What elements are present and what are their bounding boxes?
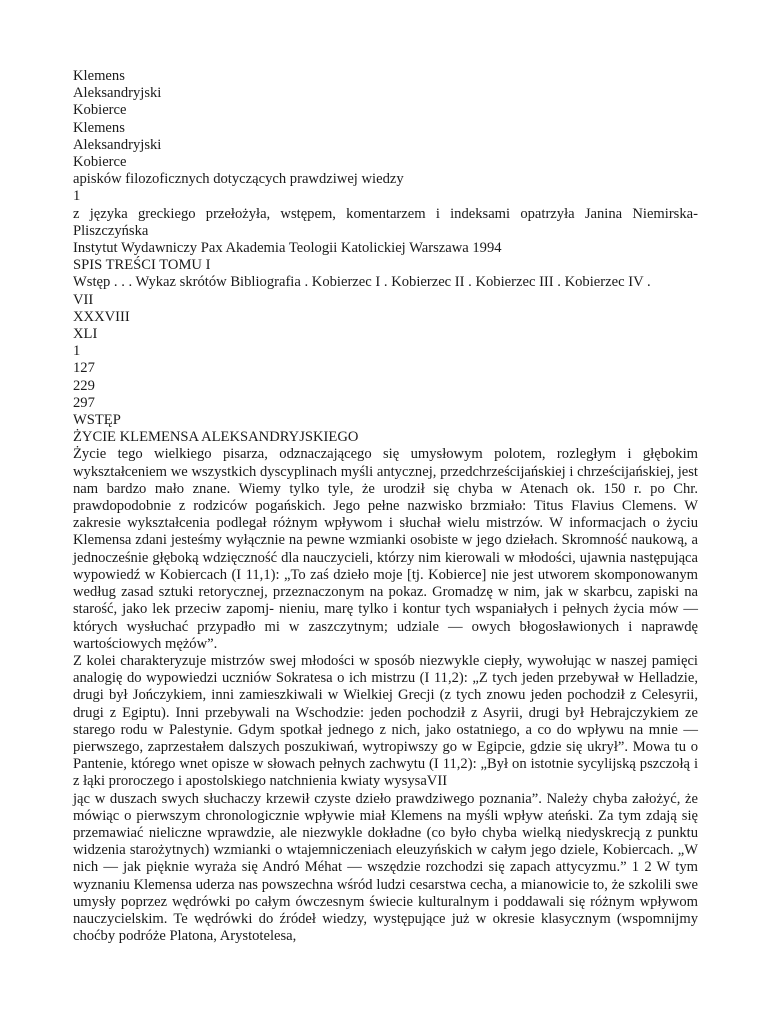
toc-page-number: 127	[73, 360, 95, 377]
toc-page-number: VII	[73, 291, 94, 308]
chapter-heading: ŻYCIE KLEMENSA ALEKSANDRYJSKIEGO	[73, 429, 359, 446]
book-title: Kobierce	[73, 102, 127, 119]
author-surname: Aleksandryjski	[73, 85, 162, 102]
body-paragraph: Życie tego wielkiego pisarza, odznaczającego się umysłowym polotem, rozległym i głębokim wykształceniem we wszystkich dyscyplinach myśli antycznej, przedchrześcijańskiej i chrześcijańskiej, jest nam bardzo mało znane. Wiemy tylko tyle, że urodził się chyba w Atenach ok. 150 r. po Chr. prawdopodobnie z rodziców pogańskich. Jego pełne nazwisko brzmiało: Titus Flavius Clemens. W zakresie wykształcenia podlegał różnym wpływom i słuchał wielu mistrzów. W informacjach o życiu Klemensa zdani jesteśmy wyłącznie na pewne wzmianki osobiste w jego dziełach. Skromność naukową, a jednocześnie głęboką wdzięczność dla nauczycieli, którzy nim kierowali w młodości, ujawnia następująca wypowiedź w Kobiercach (I 11,1): „To zaś dzieło moje [tj. Kobierce] nie jest utworem skomponowanym według zasad sztuki retorycznej, przeznaczonym na pokaz. Gromadzę w nim, jak w skarbcu, zapiski na starość, jako lek przeciw zapomj- nieniu, marę tylko i kontur tych wspaniałych i pełnych życia mów — których wysłuchać przypadło mi w zaszczytnym; udziale — owych błogosławionych i naprawdę wartościowych mężów”.	[73, 446, 698, 652]
toc-page-number: 1	[73, 343, 81, 360]
toc-page-number: 229	[73, 377, 95, 394]
section-heading: WSTĘP	[73, 412, 121, 429]
toc-page-number: XLI	[73, 326, 98, 343]
publisher-line: Instytut Wydawniczy Pax Akademia Teologii Katolickiej Warszawa 1994	[73, 240, 502, 257]
author-first-name: Klemens	[73, 68, 125, 84]
toc-entries: Wstęp . . . Wykaz skrótów Bibliografia . Kobierzec I . Kobierzec II . Kobierzec III . Kobierzec IV .	[73, 274, 651, 291]
author-surname-repeat: Aleksandryjski	[73, 136, 162, 153]
author-first-name-repeat: Klemens	[73, 119, 125, 136]
body-paragraph: Z kolei charakteryzuje mistrzów swej młodości w sposób niezwykle ciepły, wywołując w naszej pamięci analogię do wypowiedzi uczniów Sokratesa o ich mistrzu (I 11,2): „Z tych jeden przebywał w Helladzie, drugi był Jończykiem, inni zamieszkiwali w Wielkiej Grecji (z tych znowu jeden pochodził z Celesyrii, drugi z Egiptu). Inni przebywali na Wschodzie: jeden pochodził z Asyrii, drugi był Hebrajczykiem ze starego rodu w Palestynie. Gdym spotkał jednego z nich, jako ostatniego, a co do wpływu na mnie — pierwszego, zaprzestałem dalszych poszukiwań, wytropiwszy go w Egipcie, gdzie się ukrył”. Mowa tu o Pantenie, którego wnet opisze w słowach pełnych zachwytu (I 11,2): „Był on istotnie sycylijską pszczołą i z łąki proroczego i apostolskiego natchnienia kwiaty wysysaVII	[73, 652, 698, 790]
book-title-repeat: Kobierce	[73, 154, 127, 171]
toc-page-number: XXXVIII	[73, 308, 130, 325]
toc-page-number: 297	[73, 394, 95, 411]
body-paragraph: jąc w duszach swych słuchaczy krzewił czyste dzieło prawdziwego poznania”. Należy chyba założyć, że mówiąc o pierwszym chronologicznie wpływie miał Klemens na myśli wpływ ateński. Za tym zdają się przemawiać nieliczne wprawdzie, ale niezwykle dokładne (co było chyba wielką niedyskrecją z punktu widzenia starożytnych) wzmianki o wtajemniczeniach eleuzyńskich w całym jego dziele, Kobiercach. „W nich — jak pięknie wyraża się Andró Méhat — wszędzie rozchodzi się zapach attycyzmu.” 1 2 W tym wyznaniu Klemensa uderza nas powszechna wśród ludzi cesarstwa cecha, a mianowicie to, że szkolili swe umysły poprzez wędrówki po całym ówczesnym świecie kulturalnym i poddawali się różnym wpływom nauczycielskim. Te wędrówki do źródeł wiedzy, występujące już w okresie klasycznym (wspomnijmy choćby podróże Platona, Arystotelesa,	[73, 790, 698, 945]
book-subtitle: apisków filozoficznych dotyczących prawdziwej wiedzy	[73, 171, 404, 188]
toc-heading: SPIS TREŚCI TOMU I	[73, 257, 211, 274]
translator-note: z języka greckiego przełożyła, wstępem, komentarzem i indeksami opatrzyła Janina Niemirska-Pliszczyńska	[73, 205, 698, 239]
volume-number: 1	[73, 188, 81, 205]
document-page	[73, 68, 698, 945]
